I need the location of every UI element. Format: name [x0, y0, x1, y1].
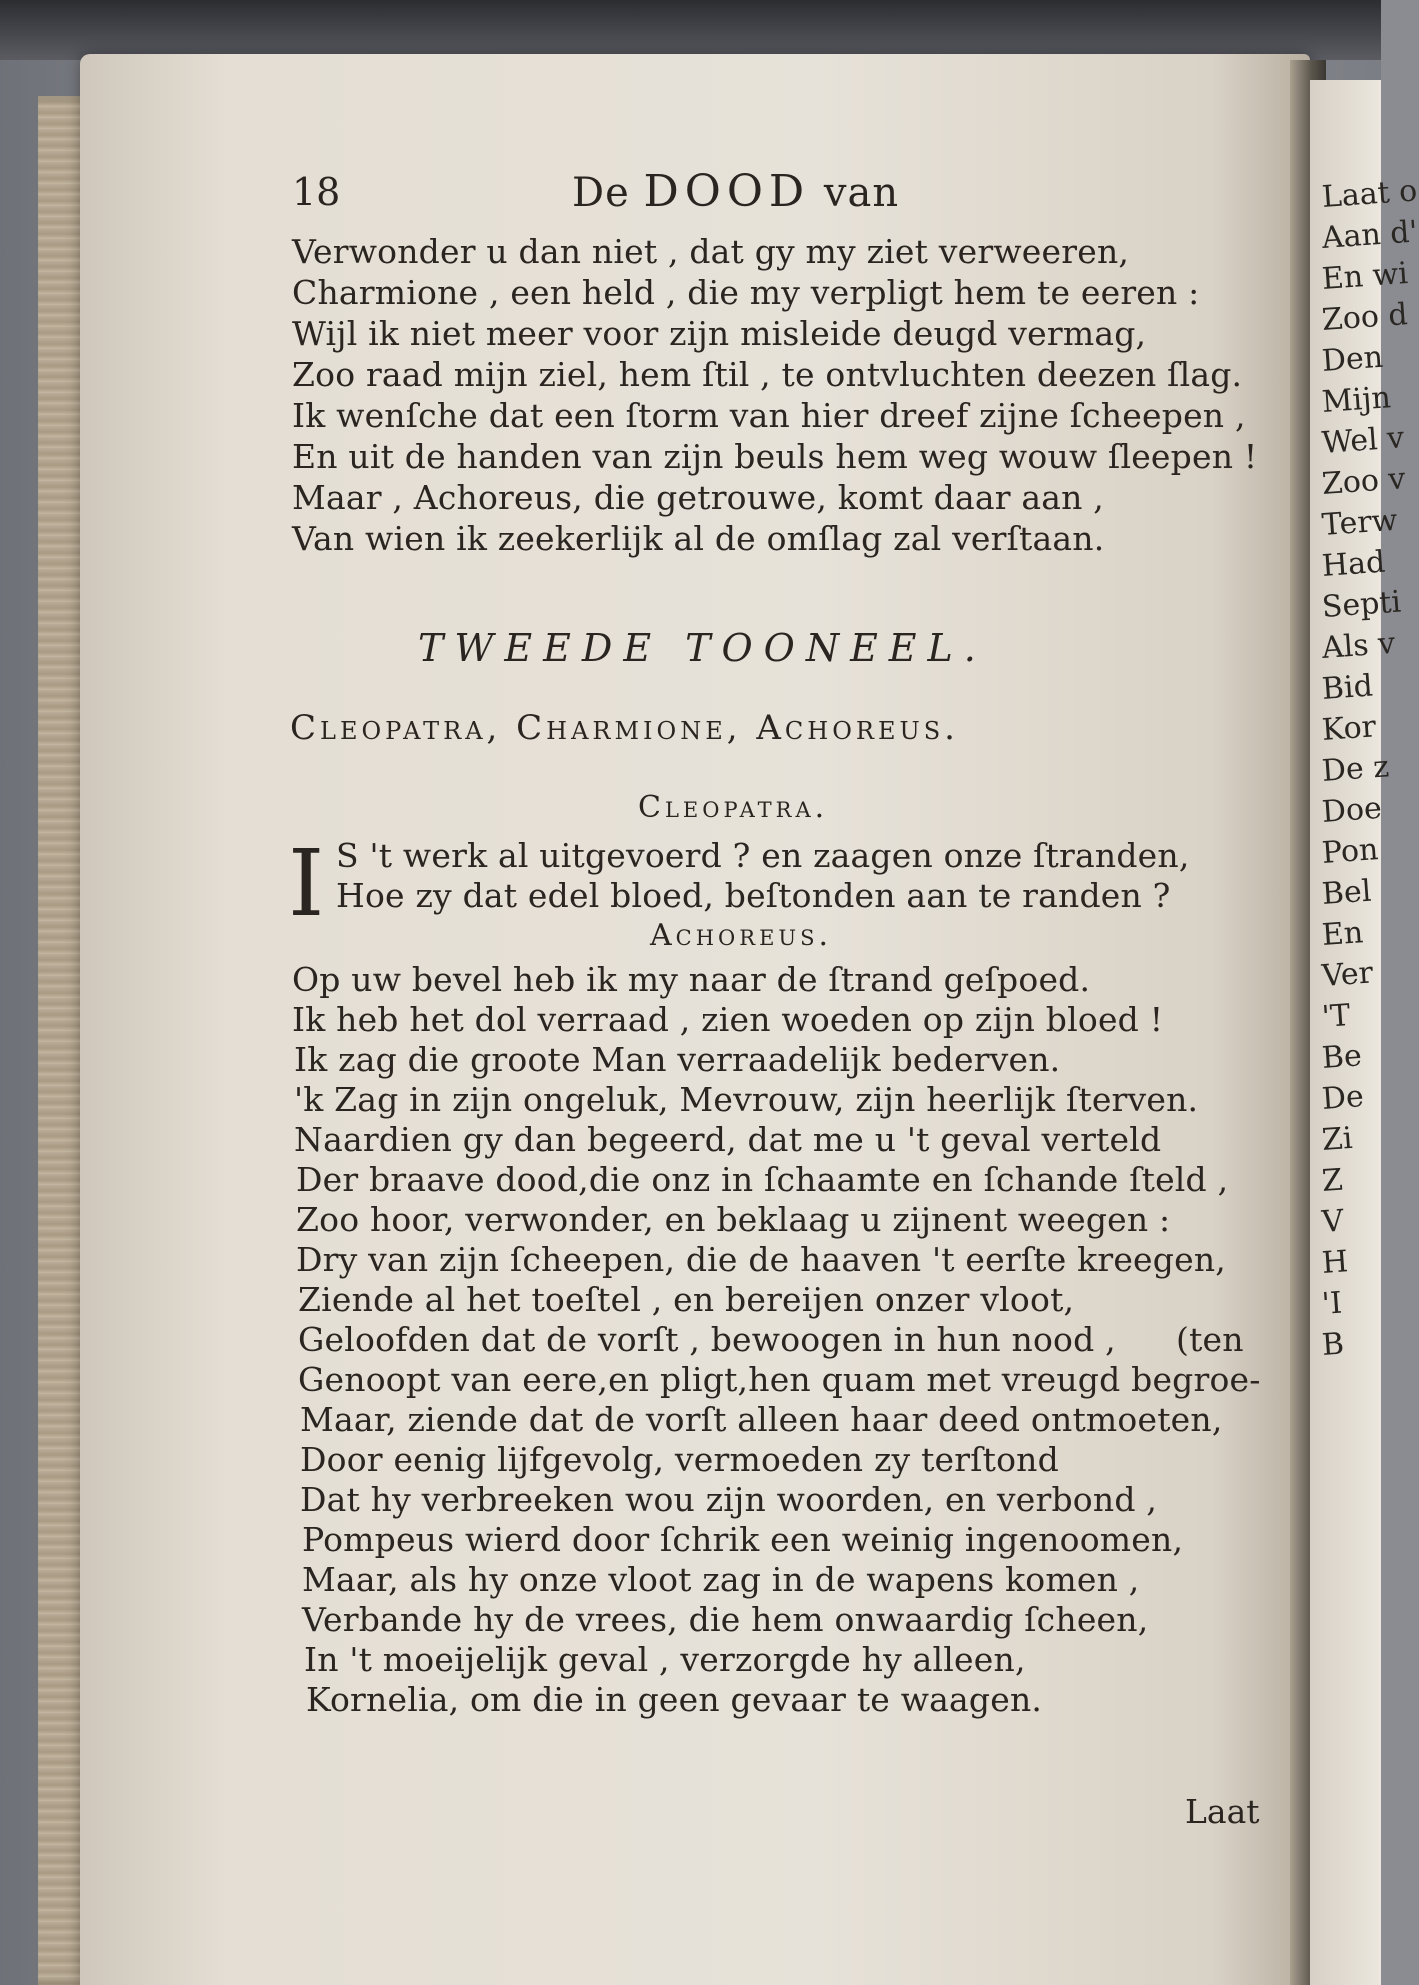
- facing-page-fragment: Als v: [1320, 625, 1397, 666]
- facing-page-fragment: V: [1320, 1203, 1345, 1240]
- facing-page-fragment: Kor: [1320, 709, 1378, 748]
- verse-line: Ik heb het dol verraad , zien woeden op zijn bloed !: [292, 1000, 1164, 1039]
- running-head-pre: De: [572, 170, 630, 216]
- facing-page-fragment: Wel v: [1320, 420, 1406, 461]
- verse-line: 'k Zag in zijn ongeluk, Mevrouw, zijn heerlijk ſterven.: [294, 1080, 1199, 1119]
- facing-page-fragment: H: [1320, 1244, 1350, 1281]
- verse-line: En uit de handen van zijn beuls hem weg wouw ſleepen !: [292, 437, 1258, 476]
- verse-line: Verwonder u dan niet , dat gy my ziet verweeren,: [292, 232, 1130, 271]
- page-number: 18: [292, 170, 341, 214]
- verse-line: Genoopt van eere,en pligt,hen quam met vreugd begroe-: [298, 1360, 1261, 1399]
- verse-line: Naardien gy dan begeerd, dat me u 't geval verteld: [294, 1120, 1162, 1159]
- facing-page-fragment: Terw: [1320, 502, 1399, 543]
- running-head-title: DOOD: [643, 166, 811, 217]
- verse-line: Maar , Achoreus, die getrouwe, komt daar aan ,: [292, 478, 1104, 517]
- verse-line: Kornelia, om die in geen gevaar te waagen.: [306, 1680, 1043, 1719]
- facing-page-fragment: Septi: [1320, 584, 1403, 625]
- verse-line: Door eenig lijfgevolg, vermoeden zy terſtond: [300, 1440, 1059, 1479]
- running-head: [572, 166, 899, 217]
- facing-page-fragment: Zoo v: [1320, 461, 1407, 502]
- facing-page-fragment: Zi: [1320, 1120, 1354, 1158]
- verse-line: Dat hy verbreeken wou zijn woorden, en verbond ,: [300, 1480, 1158, 1519]
- facing-page-fragment: En: [1320, 915, 1365, 953]
- scene-heading: TWEEDE TOONEEL.: [418, 626, 987, 670]
- verse-line: Pompeus wierd door ſchrik een weinig ingenoomen,: [302, 1520, 1184, 1559]
- verse-line: Ik zag die groote Man verraadelijk bederven.: [294, 1040, 1061, 1079]
- verse-line: Der braave dood,die onz in ſchaamte en ſchande ſteld ,: [296, 1160, 1229, 1199]
- verse-line: Charmione , een held , die my verpligt hem te eeren :: [292, 273, 1200, 312]
- facing-page-fragment: En wi: [1320, 256, 1410, 297]
- dark-background-top: [0, 0, 1381, 60]
- facing-page-fragment: Had: [1320, 544, 1387, 584]
- drop-capital: I: [288, 830, 325, 937]
- running-head-post: van: [823, 170, 900, 216]
- facing-page-fragment: 'T: [1320, 998, 1352, 1035]
- facing-page-fragment: Laat o: [1320, 173, 1419, 215]
- facing-page: [1310, 80, 1419, 1985]
- verse-line: Wijl ik niet meer voor zijn misleide deugd vermag,: [292, 314, 1147, 353]
- verse-line: Maar, als hy onze vloot zag in de wapens komen ,: [302, 1560, 1140, 1599]
- facing-page-fragment: Be: [1320, 1038, 1363, 1076]
- verse-line: Zoo hoor, verwonder, en beklaag u zijnent weegen :: [296, 1200, 1171, 1239]
- speaker-name: Cleopatra.: [638, 790, 829, 825]
- verse-line: Op uw bevel heb ik my naar de ſtrand geſpoed.: [292, 960, 1091, 999]
- verse-line: Geloofden dat de vorſt , bewoogen in hun nood ,: [298, 1320, 1116, 1359]
- verse-line: Hoe zy dat edel bloed, beſtonden aan te randen ?: [336, 876, 1171, 915]
- facing-page-fragment: Aan d': [1320, 214, 1419, 256]
- speaker-name: Achoreus.: [650, 918, 833, 953]
- turnover-bracket: (ten: [1176, 1320, 1244, 1359]
- verse-line: In 't moeijelijk geval , verzorgde hy alleen,: [304, 1640, 1026, 1679]
- facing-page-fragment: Mijn: [1320, 380, 1392, 420]
- catchword: Laat: [1185, 1792, 1260, 1831]
- verse-line: Zoo raad mijn ziel, hem ſtil , te ontvluchten deezen ſlag.: [292, 355, 1243, 394]
- facing-page-fragment: Den: [1320, 339, 1385, 379]
- verse-line: Maar, ziende dat de vorſt alleen haar deed ontmoeten,: [300, 1400, 1223, 1439]
- verse-line: Ik wenſche dat een ſtorm van hier dreef zijne ſcheepen ,: [292, 396, 1246, 435]
- facing-page-fragment: De z: [1320, 749, 1391, 789]
- facing-page-fragment: Ver: [1320, 955, 1375, 994]
- verse-line: Dry van zijn ſcheepen, die de haaven 't eerſte kreegen,: [296, 1240, 1226, 1279]
- facing-page-fragment: Zoo d: [1320, 297, 1409, 338]
- verse-line: S 't werk al uitgevoerd ? en zaagen onze ſtranden,: [336, 836, 1190, 875]
- facing-page-fragment: Pon: [1320, 832, 1380, 871]
- facing-page-fragment: Bel: [1320, 873, 1373, 912]
- facing-page-fragment: De: [1320, 1079, 1365, 1117]
- verse-line: Ziende al het toeſtel , en bereijen onzer vloot,: [298, 1280, 1075, 1319]
- verse-line: Van wien ik zeekerlijk al de omſlag zal verſtaan.: [292, 519, 1105, 558]
- facing-page-fragment: B: [1320, 1326, 1346, 1363]
- facing-page-fragment: Z: [1320, 1162, 1345, 1199]
- facing-page-fragment: 'I: [1320, 1285, 1344, 1322]
- facing-page-fragment: Doe: [1320, 790, 1383, 830]
- facing-page-fragment: Bid: [1320, 668, 1374, 707]
- verse-line: Verbande hy de vrees, die hem onwaardig ſcheen,: [302, 1600, 1149, 1639]
- cast-list: Cleopatra, Charmione, Achoreus.: [290, 708, 959, 748]
